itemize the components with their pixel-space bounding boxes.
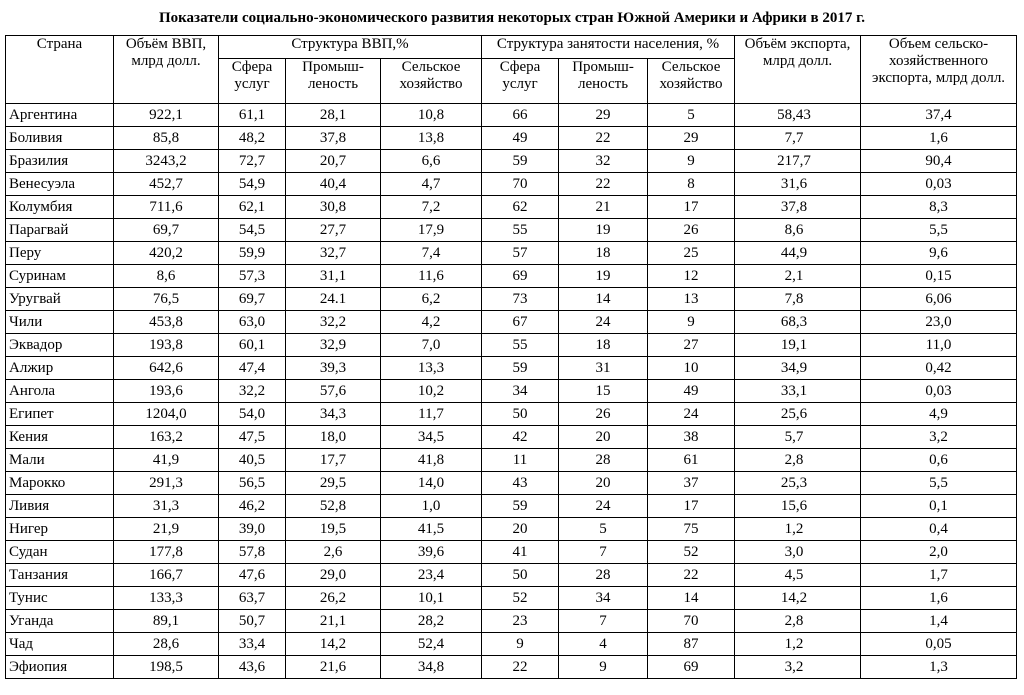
cell-country: Ливия [6,495,114,518]
cell-gdp: 3243,2 [114,150,219,173]
cell-agri-export: 0,6 [861,449,1017,472]
cell-export: 37,8 [735,196,861,219]
cell-emp-industry: 24 [559,311,648,334]
cell-gdp-services: 47,6 [219,564,286,587]
cell-gdp: 41,9 [114,449,219,472]
table-row [6,127,1017,150]
cell-gdp-industry: 31,1 [286,265,381,288]
cell-gdp-agriculture: 39,6 [381,541,482,564]
cell-agri-export: 0,05 [861,633,1017,656]
cell-country: Тунис [6,587,114,610]
cell-emp-industry: 7 [559,541,648,564]
table-row [6,610,1017,633]
cell-emp-industry: 18 [559,334,648,357]
cell-emp-services: 42 [482,426,559,449]
cell-gdp: 198,5 [114,656,219,679]
cell-export: 68,3 [735,311,861,334]
cell-export: 58,43 [735,104,861,127]
cell-country: Танзания [6,564,114,587]
cell-gdp: 163,2 [114,426,219,449]
cell-gdp-services: 62,1 [219,196,286,219]
table-row [6,334,1017,357]
cell-emp-services: 73 [482,288,559,311]
cell-emp-industry: 18 [559,242,648,265]
cell-gdp-services: 60,1 [219,334,286,357]
cell-export: 15,6 [735,495,861,518]
cell-emp-services: 9 [482,633,559,656]
table-row [6,265,1017,288]
header-gdp-structure: Структура ВВП,% [219,36,482,59]
cell-gdp-services: 33,4 [219,633,286,656]
table-row [6,219,1017,242]
cell-emp-agriculture: 8 [648,173,735,196]
cell-emp-services: 55 [482,219,559,242]
cell-emp-agriculture: 14 [648,587,735,610]
cell-agri-export: 5,5 [861,472,1017,495]
cell-gdp: 193,8 [114,334,219,357]
cell-emp-agriculture: 26 [648,219,735,242]
cell-gdp-agriculture: 34,8 [381,656,482,679]
cell-gdp: 8,6 [114,265,219,288]
cell-gdp-industry: 40,4 [286,173,381,196]
cell-emp-services: 41 [482,541,559,564]
table-row [6,449,1017,472]
cell-emp-services: 66 [482,104,559,127]
cell-emp-services: 69 [482,265,559,288]
cell-gdp-agriculture: 17,9 [381,219,482,242]
cell-emp-industry: 14 [559,288,648,311]
cell-emp-services: 23 [482,610,559,633]
cell-emp-services: 55 [482,334,559,357]
cell-gdp: 291,3 [114,472,219,495]
cell-emp-industry: 20 [559,472,648,495]
cell-gdp: 31,3 [114,495,219,518]
cell-agri-export: 37,4 [861,104,1017,127]
cell-gdp-services: 54,9 [219,173,286,196]
cell-export: 44,9 [735,242,861,265]
cell-gdp: 177,8 [114,541,219,564]
cell-country: Перу [6,242,114,265]
cell-gdp-industry: 20,7 [286,150,381,173]
cell-emp-agriculture: 37 [648,472,735,495]
cell-emp-services: 11 [482,449,559,472]
cell-emp-services: 59 [482,495,559,518]
cell-gdp: 1204,0 [114,403,219,426]
cell-emp-industry: 24 [559,495,648,518]
cell-gdp-industry: 18,0 [286,426,381,449]
cell-export: 31,6 [735,173,861,196]
cell-gdp-agriculture: 41,8 [381,449,482,472]
cell-export: 33,1 [735,380,861,403]
cell-gdp-services: 69,7 [219,288,286,311]
cell-gdp: 166,7 [114,564,219,587]
cell-emp-services: 43 [482,472,559,495]
cell-country: Уругвай [6,288,114,311]
cell-emp-industry: 26 [559,403,648,426]
cell-country: Колумбия [6,196,114,219]
cell-gdp-services: 57,8 [219,541,286,564]
cell-gdp-industry: 24.1 [286,288,381,311]
cell-gdp: 69,7 [114,219,219,242]
cell-gdp-industry: 32,2 [286,311,381,334]
cell-gdp-industry: 52,8 [286,495,381,518]
cell-country: Эквадор [6,334,114,357]
cell-emp-services: 59 [482,357,559,380]
cell-gdp: 642,6 [114,357,219,380]
cell-export: 4,5 [735,564,861,587]
cell-emp-agriculture: 87 [648,633,735,656]
cell-gdp-industry: 29,5 [286,472,381,495]
cell-gdp-agriculture: 4,2 [381,311,482,334]
table-row [6,633,1017,656]
table-row [6,150,1017,173]
cell-agri-export: 9,6 [861,242,1017,265]
cell-emp-agriculture: 69 [648,656,735,679]
table-row [6,196,1017,219]
cell-export: 2,1 [735,265,861,288]
cell-emp-industry: 20 [559,426,648,449]
cell-emp-industry: 5 [559,518,648,541]
cell-gdp-industry: 37,8 [286,127,381,150]
cell-country: Бразилия [6,150,114,173]
cell-export: 2,8 [735,610,861,633]
table-row [6,656,1017,679]
table-row [6,357,1017,380]
cell-gdp-services: 57,3 [219,265,286,288]
cell-emp-industry: 28 [559,449,648,472]
header-employment-structure: Структура занятости населения, % [482,36,735,59]
cell-gdp: 76,5 [114,288,219,311]
cell-gdp-services: 48,2 [219,127,286,150]
table-row [6,587,1017,610]
cell-gdp-agriculture: 10,2 [381,380,482,403]
cell-gdp-agriculture: 34,5 [381,426,482,449]
cell-gdp-agriculture: 13,8 [381,127,482,150]
table-row [6,311,1017,334]
cell-country: Суринам [6,265,114,288]
cell-export: 217,7 [735,150,861,173]
cell-gdp-agriculture: 41,5 [381,518,482,541]
cell-agri-export: 0,03 [861,380,1017,403]
table-row [6,495,1017,518]
cell-gdp: 711,6 [114,196,219,219]
cell-gdp: 89,1 [114,610,219,633]
cell-gdp-services: 43,6 [219,656,286,679]
cell-gdp: 452,7 [114,173,219,196]
cell-gdp-services: 72,7 [219,150,286,173]
cell-gdp-agriculture: 13,3 [381,357,482,380]
cell-emp-industry: 19 [559,219,648,242]
cell-agri-export: 5,5 [861,219,1017,242]
cell-gdp-industry: 30,8 [286,196,381,219]
cell-country: Венесуэла [6,173,114,196]
cell-agri-export: 3,2 [861,426,1017,449]
table-row [6,242,1017,265]
cell-emp-agriculture: 13 [648,288,735,311]
cell-country: Египет [6,403,114,426]
header-emp-agriculture: Сельское хозяйство [648,59,735,104]
cell-gdp-industry: 28,1 [286,104,381,127]
table-row [6,518,1017,541]
cell-export: 7,7 [735,127,861,150]
header-gdp-agriculture: Сельское хозяйство [381,59,482,104]
cell-gdp-services: 46,2 [219,495,286,518]
cell-gdp-industry: 29,0 [286,564,381,587]
cell-export: 2,8 [735,449,861,472]
cell-emp-industry: 22 [559,173,648,196]
table-row [6,104,1017,127]
header-export: Объём экспорта, млрд долл. [735,36,861,104]
cell-emp-agriculture: 9 [648,311,735,334]
cell-emp-agriculture: 5 [648,104,735,127]
cell-gdp: 85,8 [114,127,219,150]
cell-agri-export: 1,3 [861,656,1017,679]
cell-emp-services: 57 [482,242,559,265]
cell-emp-agriculture: 27 [648,334,735,357]
cell-export: 25,6 [735,403,861,426]
cell-gdp-industry: 19,5 [286,518,381,541]
cell-gdp: 28,6 [114,633,219,656]
cell-gdp-industry: 21,6 [286,656,381,679]
cell-export: 5,7 [735,426,861,449]
cell-gdp-industry: 26,2 [286,587,381,610]
cell-gdp-services: 47,4 [219,357,286,380]
cell-country: Алжир [6,357,114,380]
cell-gdp-industry: 39,3 [286,357,381,380]
cell-gdp-services: 54,5 [219,219,286,242]
cell-emp-agriculture: 10 [648,357,735,380]
cell-emp-services: 50 [482,564,559,587]
cell-country: Нигер [6,518,114,541]
cell-emp-industry: 21 [559,196,648,219]
cell-gdp: 453,8 [114,311,219,334]
cell-emp-industry: 32 [559,150,648,173]
header-gdp: Объём ВВП, млрд долл. [114,36,219,104]
cell-country: Парагвай [6,219,114,242]
cell-agri-export: 23,0 [861,311,1017,334]
cell-emp-agriculture: 12 [648,265,735,288]
cell-emp-industry: 31 [559,357,648,380]
cell-gdp-industry: 17,7 [286,449,381,472]
cell-export: 34,9 [735,357,861,380]
table-row [6,541,1017,564]
cell-agri-export: 0,1 [861,495,1017,518]
header-gdp-services: Сфера услуг [219,59,286,104]
cell-emp-services: 62 [482,196,559,219]
cell-gdp-services: 32,2 [219,380,286,403]
cell-emp-services: 22 [482,656,559,679]
cell-emp-agriculture: 38 [648,426,735,449]
cell-gdp-industry: 34,3 [286,403,381,426]
table-row [6,403,1017,426]
cell-agri-export: 0,42 [861,357,1017,380]
cell-country: Судан [6,541,114,564]
cell-gdp-agriculture: 14,0 [381,472,482,495]
cell-agri-export: 0,15 [861,265,1017,288]
cell-agri-export: 2,0 [861,541,1017,564]
cell-emp-services: 34 [482,380,559,403]
cell-country: Чад [6,633,114,656]
cell-gdp-services: 56,5 [219,472,286,495]
page-title: Показатели социально-экономического развития некоторых стран Южной Америки и Африки в 2017 г. [158,10,866,26]
cell-emp-agriculture: 17 [648,495,735,518]
cell-gdp: 133,3 [114,587,219,610]
cell-gdp-services: 61,1 [219,104,286,127]
cell-emp-industry: 19 [559,265,648,288]
cell-gdp-services: 40,5 [219,449,286,472]
cell-gdp-agriculture: 23,4 [381,564,482,587]
cell-gdp-agriculture: 11,7 [381,403,482,426]
cell-agri-export: 6,06 [861,288,1017,311]
cell-gdp-agriculture: 7,0 [381,334,482,357]
cell-gdp-agriculture: 6,2 [381,288,482,311]
cell-emp-agriculture: 49 [648,380,735,403]
cell-gdp-services: 39,0 [219,518,286,541]
cell-emp-agriculture: 52 [648,541,735,564]
cell-country: Мали [6,449,114,472]
cell-gdp-agriculture: 11,6 [381,265,482,288]
cell-gdp-industry: 21,1 [286,610,381,633]
cell-emp-services: 70 [482,173,559,196]
cell-gdp-agriculture: 4,7 [381,173,482,196]
cell-gdp-industry: 32,9 [286,334,381,357]
cell-emp-services: 49 [482,127,559,150]
cell-emp-services: 67 [482,311,559,334]
cell-gdp-services: 59,9 [219,242,286,265]
cell-emp-agriculture: 22 [648,564,735,587]
cell-gdp-agriculture: 52,4 [381,633,482,656]
cell-gdp-industry: 2,6 [286,541,381,564]
cell-emp-industry: 29 [559,104,648,127]
cell-emp-industry: 9 [559,656,648,679]
cell-gdp: 21,9 [114,518,219,541]
cell-emp-industry: 22 [559,127,648,150]
cell-gdp-agriculture: 7,4 [381,242,482,265]
cell-country: Марокко [6,472,114,495]
cell-agri-export: 8,3 [861,196,1017,219]
cell-agri-export: 0,03 [861,173,1017,196]
header-gdp-industry: Промыш-леность [286,59,381,104]
cell-emp-services: 50 [482,403,559,426]
cell-export: 25,3 [735,472,861,495]
cell-gdp-agriculture: 28,2 [381,610,482,633]
cell-gdp-services: 50,7 [219,610,286,633]
cell-emp-agriculture: 25 [648,242,735,265]
cell-export: 1,2 [735,633,861,656]
cell-export: 3,2 [735,656,861,679]
cell-export: 14,2 [735,587,861,610]
header-agri-export: Объем сельско-хозяйственного экспорта, млрд долл. [861,36,1017,104]
cell-agri-export: 1,6 [861,587,1017,610]
cell-gdp-industry: 14,2 [286,633,381,656]
table-row [6,564,1017,587]
cell-emp-industry: 7 [559,610,648,633]
table-row [6,380,1017,403]
cell-gdp-agriculture: 10,8 [381,104,482,127]
cell-emp-services: 59 [482,150,559,173]
cell-gdp-services: 47,5 [219,426,286,449]
cell-agri-export: 1,4 [861,610,1017,633]
cell-country: Эфиопия [6,656,114,679]
cell-gdp-services: 54,0 [219,403,286,426]
cell-emp-agriculture: 17 [648,196,735,219]
cell-gdp-services: 63,0 [219,311,286,334]
cell-country: Чили [6,311,114,334]
cell-emp-industry: 15 [559,380,648,403]
cell-export: 1,2 [735,518,861,541]
cell-emp-industry: 34 [559,587,648,610]
cell-emp-agriculture: 24 [648,403,735,426]
cell-agri-export: 4,9 [861,403,1017,426]
table-body [6,104,1017,679]
table-row [6,288,1017,311]
cell-emp-agriculture: 29 [648,127,735,150]
cell-gdp-industry: 27,7 [286,219,381,242]
cell-export: 3,0 [735,541,861,564]
cell-emp-agriculture: 70 [648,610,735,633]
cell-emp-agriculture: 61 [648,449,735,472]
header-country: Страна [6,36,114,104]
cell-agri-export: 11,0 [861,334,1017,357]
cell-emp-services: 20 [482,518,559,541]
cell-gdp-industry: 57,6 [286,380,381,403]
header-emp-services: Сфера услуг [482,59,559,104]
cell-gdp: 193,6 [114,380,219,403]
cell-gdp-agriculture: 1,0 [381,495,482,518]
cell-gdp: 420,2 [114,242,219,265]
table-row [6,472,1017,495]
cell-emp-services: 52 [482,587,559,610]
cell-country: Боливия [6,127,114,150]
cell-agri-export: 90,4 [861,150,1017,173]
cell-agri-export: 1,6 [861,127,1017,150]
cell-emp-agriculture: 75 [648,518,735,541]
cell-emp-industry: 4 [559,633,648,656]
cell-agri-export: 1,7 [861,564,1017,587]
cell-gdp-industry: 32,7 [286,242,381,265]
table-row [6,426,1017,449]
cell-gdp-agriculture: 7,2 [381,196,482,219]
cell-export: 7,8 [735,288,861,311]
cell-country: Кения [6,426,114,449]
cell-emp-agriculture: 9 [648,150,735,173]
cell-gdp-services: 63,7 [219,587,286,610]
header-emp-industry: Промыш-леность [559,59,648,104]
cell-export: 19,1 [735,334,861,357]
cell-gdp-agriculture: 6,6 [381,150,482,173]
cell-country: Аргентина [6,104,114,127]
cell-country: Ангола [6,380,114,403]
cell-emp-industry: 28 [559,564,648,587]
cell-agri-export: 0,4 [861,518,1017,541]
cell-country: Уганда [6,610,114,633]
cell-gdp: 922,1 [114,104,219,127]
data-table [5,35,1017,679]
cell-gdp-agriculture: 10,1 [381,587,482,610]
cell-export: 8,6 [735,219,861,242]
table-row [6,173,1017,196]
